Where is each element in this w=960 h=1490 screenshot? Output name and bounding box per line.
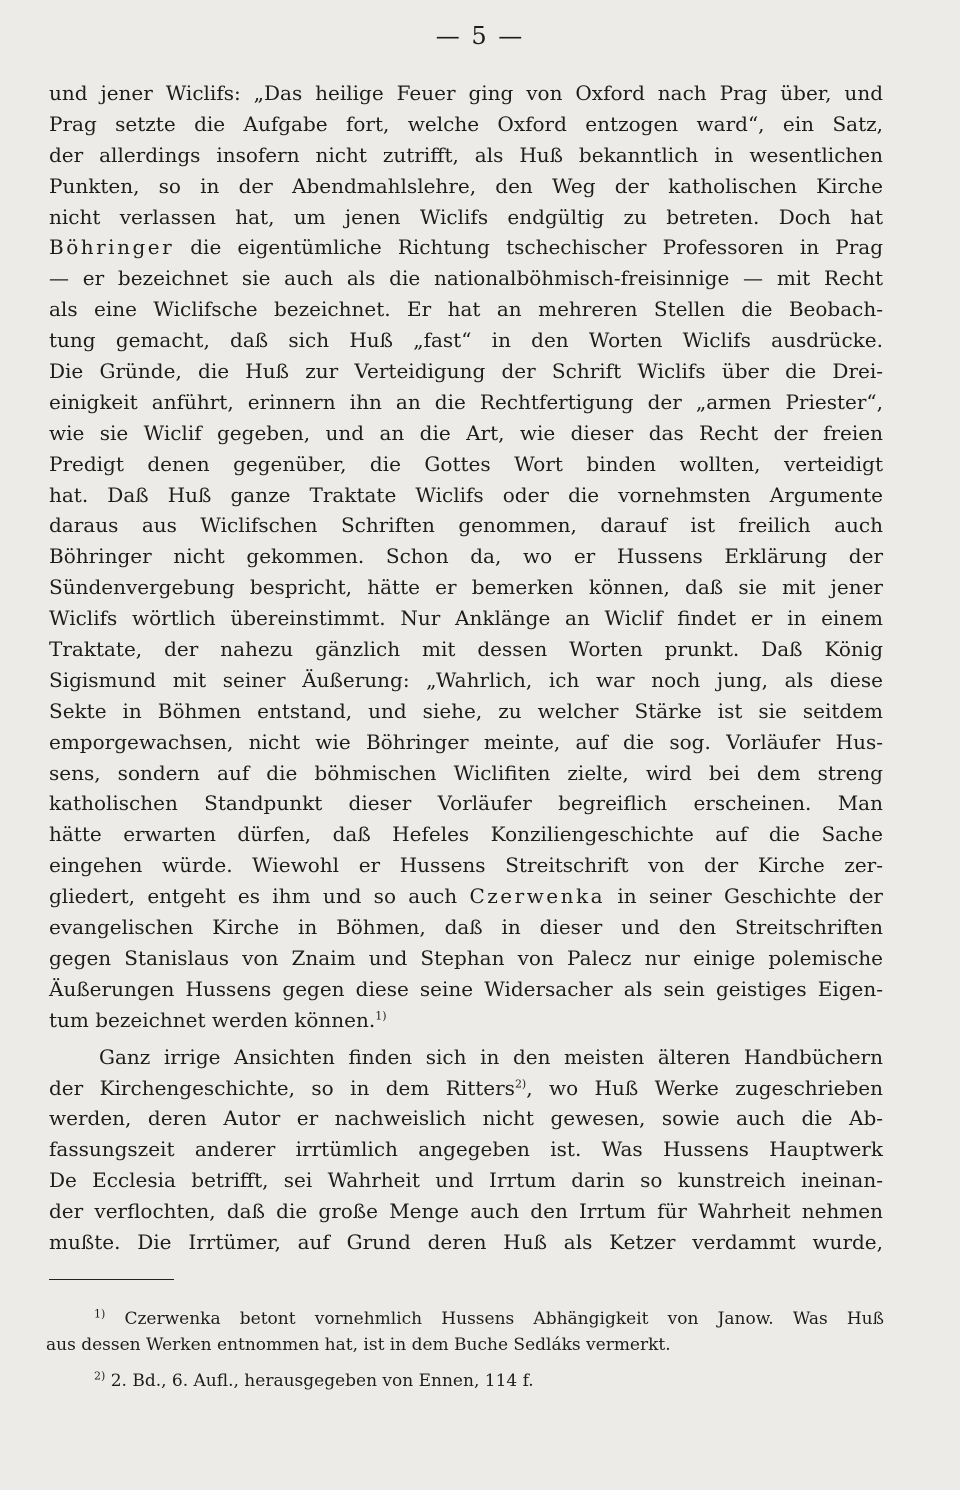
line-rest: die eigentümliche Richtung tschechischer Professoren in Prag [174,235,883,260]
text-line: daraus aus Wiclifschen Schriften genommen, darauf ist freilich auch [49,513,883,538]
footnotes [46,1306,884,1394]
footnote-ref-2[interactable]: 2) [514,1076,527,1090]
footnote-1-line [46,1306,884,1332]
text-line: der allerdings insofern nicht zutrifft, als Huß bekanntlich in wesentlichen [49,142,883,167]
text-line: Punkten, so in der Abendmahlslehre, den Weg der katholischen Kirche [49,173,883,198]
text-line: Böhringer nicht gekommen. Schon da, wo er Hussens Erklärung der [49,544,883,569]
text-line: und jener Wiclifs: „Das heilige Feuer ging von Oxford nach Prag über, und [49,81,883,105]
paragraph-1 [49,78,883,1036]
paragraph-2 [49,1042,883,1258]
text-line: einigkeit anführt, erinnern ihn an die Rechtfertigung der „armen Priester“, [49,389,883,414]
text-line: wie sie Wiclif gegeben, und an die Art, wie dieser das Recht der freien [49,420,883,445]
text-line: emporgewachsen, nicht wie Böhringer meinte, auf die sog. Vorläufer Hus- [49,729,883,754]
text-line: sens, sondern auf die böhmischen Wiclifiten zielte, wird bei dem streng [49,760,883,785]
footnote-2-line [46,1368,884,1394]
text-line: mußte. Die Irrtümer, auf Grund deren Huß als Ketzer verdammt wurde, [49,1229,883,1254]
text-line: Äußerungen Hussens gegen diese seine Widersacher als sein geistiges Eigen- [49,976,883,1001]
text-line: werden, deren Autor er nachweislich nicht gewesen, sowie auch die Ab- [49,1106,883,1131]
text-line: gegen Stanislaus von Znaim und Stephan von Palecz nur einige polemische [49,945,883,970]
text-line: — er bezeichnet sie auch als die nationalböhmisch-freisinnige — mit Recht [49,266,883,291]
line-text: der Kirchengeschichte, so in dem Ritters [49,1075,515,1100]
text-line: Sündenvergebung bespricht, hätte er bemerken können, daß sie mit jener [49,575,883,600]
text-line: Traktate, der nahezu gänzlich mit dessen Worten prunkt. Daß König [49,637,883,662]
text-line [49,1073,883,1104]
footnote-mark-2: 2) [94,1369,106,1383]
text-line: Predigt denen gegenüber, die Gottes Wort binden wollten, verteidigt [49,451,883,476]
main-text [49,78,883,1258]
page-number: — 5 — [435,22,525,50]
text-line: eingehen würde. Wiewohl er Hussens Streitschrift von der Kirche zer- [49,853,883,878]
text-line: hätte erwarten dürfen, daß Hefeles Konziliengeschichte auf die Sache [49,822,883,847]
footnote-1-text: Czerwenka betont vornehmlich Hussens Abhängigkeit von Janow. Was Huß [105,1309,884,1329]
text-line [49,881,883,912]
text-line: evangelischen Kirche in Böhmen, daß in dieser und den Streitschriften [49,915,883,940]
text-line: Ganz irrige Ansichten finden sich in den meisten älteren Handbüchern [99,1044,883,1069]
text-line: hat. Daß Huß ganze Traktate Wiclifs oder die vornehmsten Argumente [49,482,883,507]
text-line: fassungszeit anderer irrtümlich angegeben ist. Was Hussens Hauptwerk [49,1137,883,1162]
line-text: tum bezeichnet werden können. [49,1007,376,1032]
line-rest: in seiner Geschichte der [605,884,883,909]
text-line: tung gemacht, daß sich Huß „fast“ in den Worten Wiclifs ausdrücke. [49,328,883,353]
spaced-name: Böhringer [49,235,175,260]
footnote-1-line: aus dessen Werken entnommen hat, ist in dem Buche Sedláks vermerkt. [46,1335,671,1355]
text-line [49,232,883,263]
footnote-ref-1[interactable]: 1) [375,1009,387,1023]
text-line: als eine Wiclifsche bezeichnet. Er hat an mehreren Stellen die Beobach- [49,297,883,322]
spaced-name: Czerwenka [469,884,606,909]
text-line: De Ecclesia betrifft, sei Wahrheit und Irrtum darin so kunstreich ineinan- [49,1168,883,1193]
line-start: gliedert, entgeht es ihm und so auch [49,884,470,909]
footnote-divider [49,1279,174,1280]
text-line: katholischen Standpunkt dieser Vorläufer begreiflich erscheinen. Man [49,791,883,816]
text-line: Die Gründe, die Huß zur Verteidigung der Schrift Wiclifs über die Drei- [49,359,883,384]
text-line [49,1005,883,1036]
footnote-2-text: 2. Bd., 6. Aufl., herausgegeben von Ennen, 114 f. [105,1371,534,1391]
text-line: Prag setzte die Aufgabe fort, welche Oxford entzogen ward“, ein Satz, [49,111,883,136]
text-line: Sigismund mit seiner Äußerung: „Wahrlich, ich war noch jung, als diese [49,667,883,692]
text-line: Sekte in Böhmen entstand, und siehe, zu welcher Stärke ist sie seitdem [49,698,883,723]
text-line: Wiclifs wörtlich übereinstimmt. Nur Anklänge an Wiclif findet er in einem [49,606,883,631]
text-line: nicht verlassen hat, um jenen Wiclifs endgültig zu betreten. Doch hat [49,204,883,229]
text-line: der verflochten, daß die große Menge auch den Irrtum für Wahrheit nehmen [49,1199,883,1224]
line-rest: , wo Huß Werke zugeschrieben [526,1075,883,1100]
footnote-mark-1: 1) [94,1307,106,1321]
